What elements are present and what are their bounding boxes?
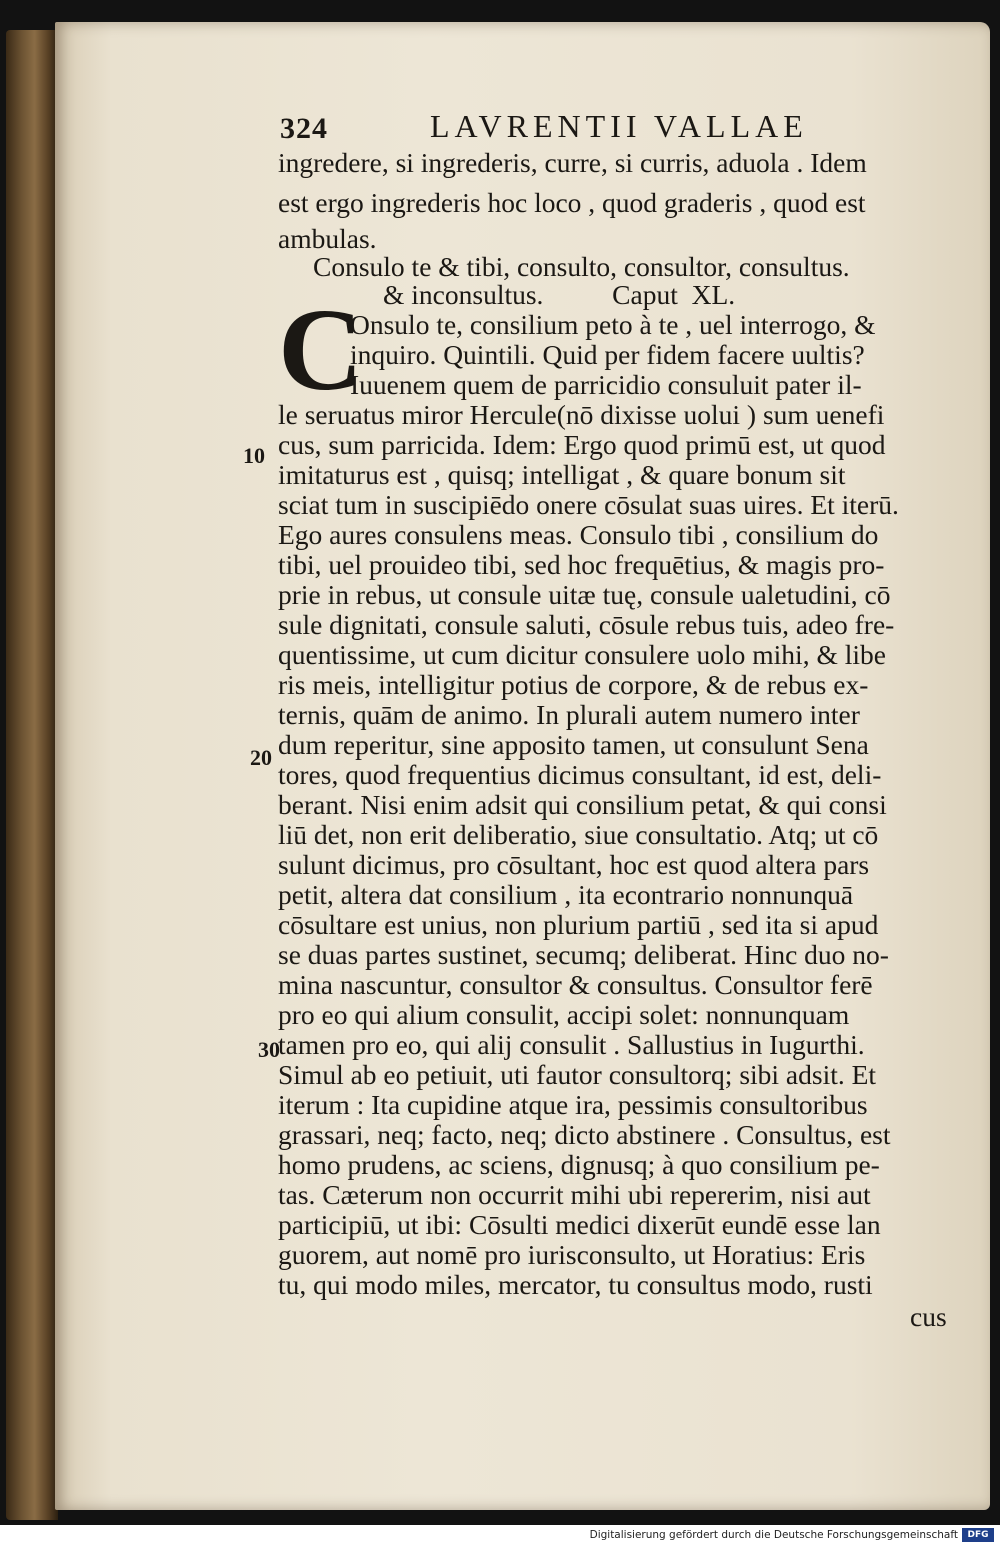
text-line: Onsulo te, consilium peto à te , uel interrogo, & — [350, 309, 876, 340]
text-line: pro eo qui alium consulit, accipi solet: nonnunquam — [278, 999, 850, 1030]
drop-cap: C — [278, 284, 364, 415]
text-line: est ergo ingrederis hoc loco , quod graderis , quod est — [278, 187, 866, 218]
book-spine-edge — [6, 30, 58, 1520]
text-line: prie in rebus, ut consule uitæ tuę, consule ualetudini, cō — [278, 579, 891, 610]
text-line: ingredere, si ingrederis, curre, si curris, aduola . Idem — [278, 147, 867, 178]
text-line: mina nascuntur, consultor & consultus. Consultor ferē — [278, 969, 873, 1000]
text-line: petit, altera dat consilium , ita econtrario nonnunquā — [278, 879, 854, 910]
digitization-footer — [0, 1525, 1000, 1546]
text-line: tamen pro eo, qui alij consulit . Sallustius in Iugurthi. — [278, 1029, 865, 1060]
text-line: tas. Cæterum non occurrit mihi ubi repererim, nisi aut — [278, 1179, 871, 1210]
text-line: le seruatus miror Hercule(nō dixisse uolui ) sum uenefi — [278, 399, 885, 430]
chapter-heading-line: & inconsultus. Caput XL. — [383, 279, 736, 310]
text-line: tu, qui modo miles, mercator, tu consultus modo, rusti — [278, 1269, 873, 1300]
text-line: cus, sum parricida. Idem: Ergo quod primū est, ut quod — [278, 429, 886, 460]
text-line: cōsultare est unius, non plurium partiū , sed ita si apud — [278, 909, 879, 940]
text-line: Iuuenem quem de parricidio consuluit pater il- — [350, 369, 862, 400]
text-line: grassari, neq; facto, neq; dicto abstinere . Consultus, est — [278, 1119, 891, 1150]
text-line: se duas partes sustinet, secumq; deliberat. Hinc duo no- — [278, 939, 889, 970]
text-line: ternis, quām de animo. In plurali autem numero inter — [278, 699, 860, 730]
text-line: inquiro. Quintili. Quid per fidem facere uultis? — [350, 339, 865, 370]
text-line: imitaturus est , quisq; intelligat , & quare bonum sit — [278, 459, 846, 490]
text-line: tores, quod frequentius dicimus consultant, id est, deli- — [278, 759, 882, 790]
text-line: iterum : Ita cupidine atque ira, pessimis consultoribus — [278, 1089, 868, 1120]
text-line: sciat tum in suscipiēdo onere cōsulat suas uires. Et iterū. — [278, 489, 899, 520]
margin-line-number: 20 — [250, 745, 272, 770]
page-number: 324 — [280, 112, 328, 145]
text-line: Simul ab eo petiuit, uti fautor consultorq; sibi adsit. Et — [278, 1059, 877, 1090]
margin-line-number: 10 — [243, 443, 265, 468]
text-line: sule dignitati, consule saluti, cōsule rebus tuis, adeo fre- — [278, 609, 895, 640]
running-head-title: LAVRENTII VALLAE — [430, 108, 808, 144]
running-header — [280, 108, 840, 148]
funding-credit: Digitalisierung gefördert durch die Deutsche Forschungsgemeinschaft — [589, 1529, 958, 1541]
text-line: ambulas. — [278, 223, 377, 254]
catchword: cus — [910, 1301, 947, 1332]
margin-line-number: 30 — [258, 1037, 280, 1062]
text-line: sulunt dicimus, pro cōsultant, hoc est quod altera pars — [278, 849, 870, 880]
dfg-logo: DFG — [962, 1528, 994, 1542]
text-line: liū det, non erit deliberatio, siue consultatio. Atq; ut cō — [278, 819, 879, 850]
text-line: ris meis, intelligitur potius de corpore, & de rebus ex- — [278, 669, 869, 700]
text-line: berant. Nisi enim adsit qui consilium petat, & qui consi — [278, 789, 887, 820]
text-line: dum reperitur, sine apposito tamen, ut consulunt Sena — [278, 729, 869, 760]
text-line: guorem, aut nomē pro iurisconsulto, ut Horatius: Eris — [278, 1239, 866, 1270]
text-line: Ego aures consulens meas. Consulo tibi , consilium do — [278, 519, 879, 550]
text-line: participiū, ut ibi: Cōsulti medici dixerūt eundē esse lan — [278, 1209, 881, 1240]
section-heading-line: Consulo te & tibi, consulto, consultor, consultus. — [313, 251, 850, 282]
text-line: homo prudens, ac sciens, dignusq; à quo consilium pe- — [278, 1149, 880, 1180]
text-line: quentissime, ut cum dicitur consulere uolo mihi, & libe — [278, 639, 886, 670]
text-line: tibi, uel prouideo tibi, sed hoc frequētius, & magis pro- — [278, 549, 885, 580]
